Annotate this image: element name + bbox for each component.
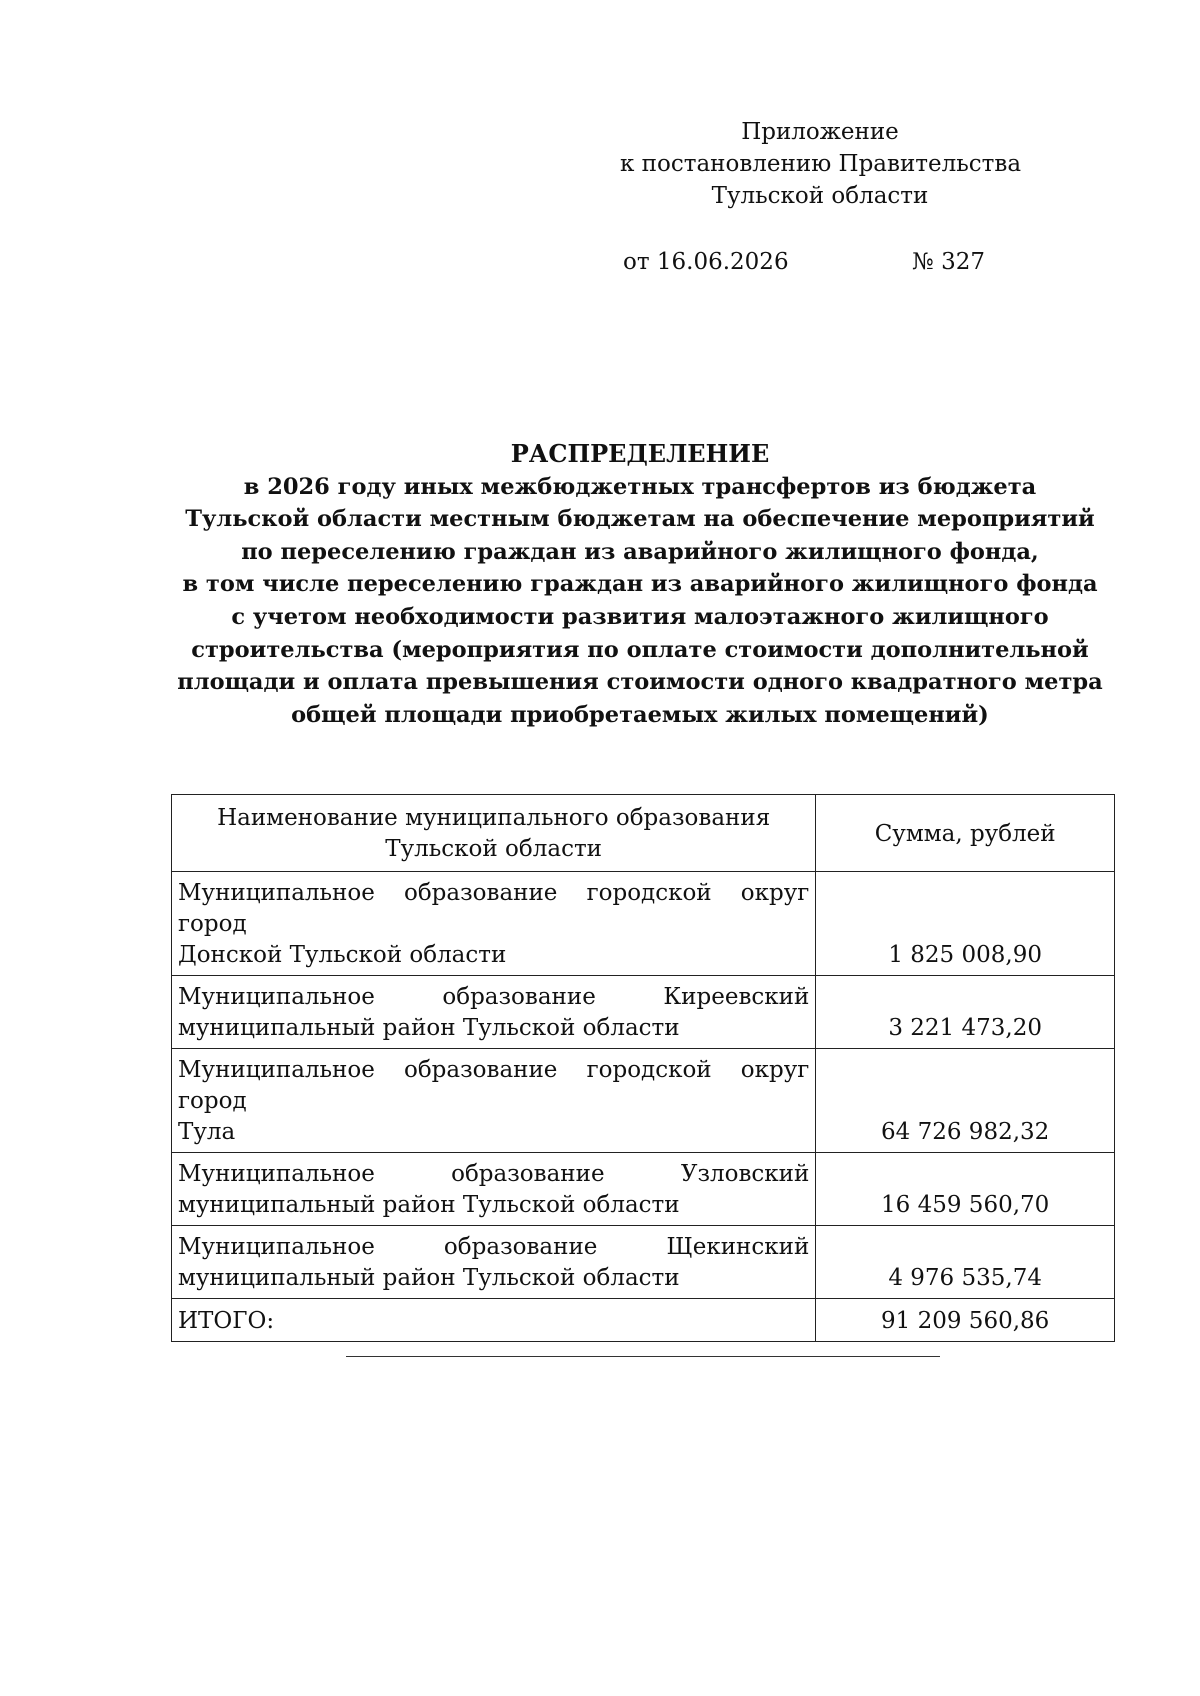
header-name-cell xyxy=(172,795,816,872)
amount-cell: 1 825 008,90 xyxy=(816,872,1115,976)
title-line: Тульской области местным бюджетам на обеспечение мероприятий xyxy=(185,506,1095,533)
title-line: общей площади приобретаемых жилых помещений) xyxy=(291,701,989,728)
title-line: площади и оплата превышения стоимости одного квадратного метра xyxy=(177,669,1103,696)
municipality-name-cell xyxy=(172,1049,816,1153)
distribution-table xyxy=(171,794,1115,1342)
municipality-name-line-2: муниципальный район Тульской области xyxy=(178,1015,680,1041)
document-title xyxy=(160,438,1120,731)
municipality-name-line-1: Муниципальное образование Щекинский xyxy=(178,1234,810,1260)
header-name-line-1: Наименование муниципального образования xyxy=(217,805,771,831)
table-row xyxy=(172,1226,1115,1299)
title-line: с учетом необходимости развития малоэтажного жилищного xyxy=(231,603,1049,630)
amount-cell: 64 726 982,32 xyxy=(816,1049,1115,1153)
title-line: в 2026 году иных межбюджетных трансфертов из бюджета xyxy=(243,473,1037,500)
municipality-name-line-1: Муниципальное образование городской округ город xyxy=(178,1057,810,1114)
municipality-name-cell xyxy=(172,976,816,1049)
municipality-name-line-2: Тула xyxy=(178,1119,236,1145)
municipality-name-line-1: Муниципальное образование городской округ город xyxy=(178,880,810,937)
approval-block xyxy=(620,116,1020,212)
total-row xyxy=(172,1299,1115,1342)
table-row xyxy=(172,1049,1115,1153)
total-label-cell: ИТОГО: xyxy=(172,1299,816,1342)
amount-cell: 16 459 560,70 xyxy=(816,1153,1115,1226)
municipality-name-line-2: муниципальный район Тульской области xyxy=(178,1192,680,1218)
municipality-name-cell xyxy=(172,872,816,976)
table-row xyxy=(172,976,1115,1049)
table-row xyxy=(172,872,1115,976)
title-heading: РАСПРЕДЕЛЕНИЕ xyxy=(510,439,770,468)
amount-cell: 3 221 473,20 xyxy=(816,976,1115,1049)
title-line: строительства (мероприятия по оплате стоимости дополнительной xyxy=(191,636,1089,663)
title-line: по переселению граждан из аварийного жилищного фонда, xyxy=(241,538,1039,565)
table-header-row xyxy=(172,795,1115,872)
approval-line-3: Тульской области xyxy=(711,183,929,209)
amount-cell: 4 976 535,74 xyxy=(816,1226,1115,1299)
title-line: в том числе переселению граждан из аварийного жилищного фонда xyxy=(182,571,1098,598)
municipality-name-line-2: муниципальный район Тульской области xyxy=(178,1265,680,1291)
end-divider xyxy=(346,1356,940,1357)
municipality-name-line-1: Муниципальное образование Узловский xyxy=(178,1161,810,1187)
resolution-number: № 327 xyxy=(912,249,985,275)
approval-line-2: к постановлению Правительства xyxy=(620,151,1022,177)
total-amount-cell: 91 209 560,86 xyxy=(816,1299,1115,1342)
municipality-name-line-1: Муниципальное образование Киреевский xyxy=(178,984,810,1010)
approval-line-1: Приложение xyxy=(741,119,899,145)
resolution-date: от 16.06.2026 xyxy=(623,249,789,275)
municipality-name-cell xyxy=(172,1153,816,1226)
header-amount-cell: Сумма, рублей xyxy=(816,795,1115,872)
municipality-name-line-2: Донской Тульской области xyxy=(178,942,507,968)
header-name-line-2: Тульской области xyxy=(385,836,602,862)
table-row xyxy=(172,1153,1115,1226)
municipality-name-cell xyxy=(172,1226,816,1299)
